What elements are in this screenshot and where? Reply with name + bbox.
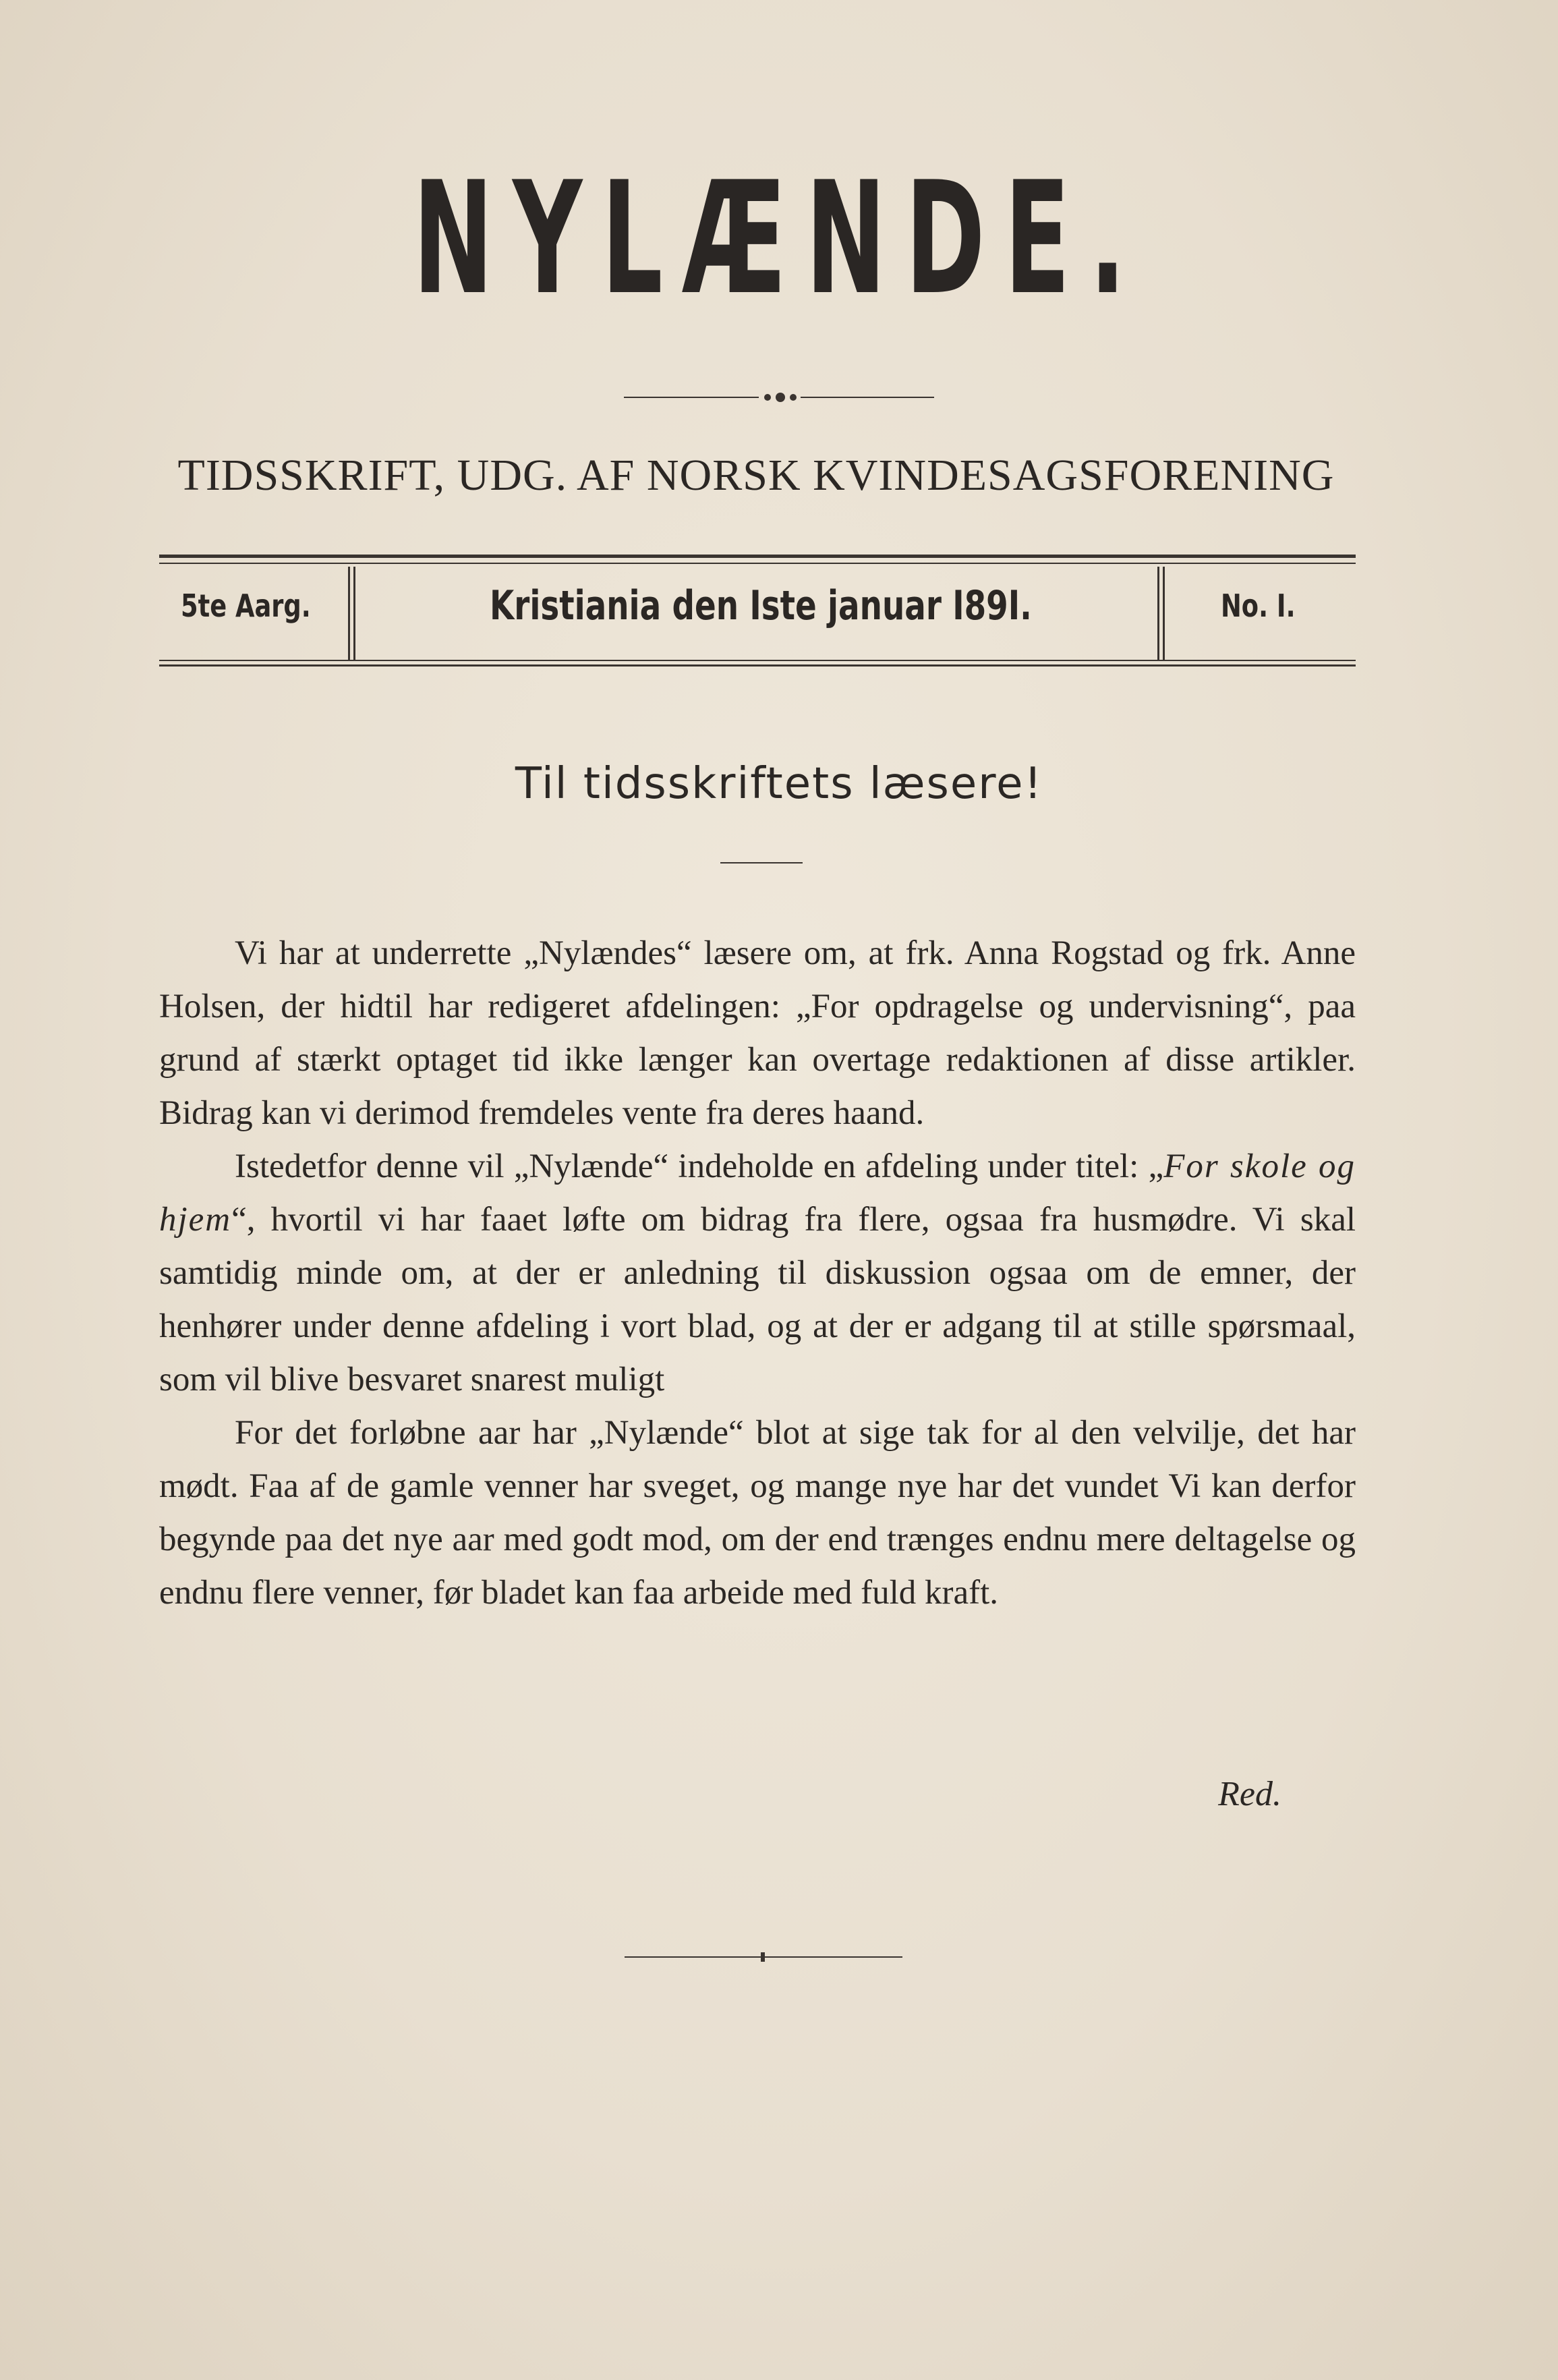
masthead-title: NYLÆNDE.	[413, 149, 1145, 329]
issue-number: No. I.	[1221, 588, 1296, 624]
header-divider	[1157, 567, 1159, 661]
section-title-italic: For skole og hjem	[159, 1148, 1356, 1239]
header-top-rule-thick	[159, 555, 1356, 558]
issue-volume: 5te Aarg.	[181, 588, 311, 624]
header-divider	[353, 567, 355, 661]
article-paragraph	[159, 1140, 1356, 1407]
heading-rule	[720, 862, 803, 863]
article-paragraph: Vi har at underrette „Nylændes“ læsere om, at frk. Anna Rogstad og frk. Anne Holsen, der hidtil har redigeret afdelingen: „For opdragelse og undervisning“, paa grund af stærkt optaget tid ikke længer kan overtage redaktionen af disse artikler. Bidrag kan vi derimod fremdeles vente fra deres haand.	[159, 934, 1356, 1132]
header-divider	[348, 567, 350, 661]
header-top-rule-thin	[159, 563, 1356, 564]
article-heading: Til tidsskriftets læsere!	[515, 759, 1043, 809]
masthead-subtitle: TIDSSKRIFT, UDG. AF NORSK KVINDESAGSFORENING	[177, 451, 1335, 500]
article-signature: Red.	[1218, 1775, 1281, 1813]
header-bottom-rule-thick	[159, 664, 1356, 667]
issue-place-date: Kristiania den Iste januar I89I.	[490, 582, 1032, 629]
end-rule-mark	[761, 1952, 765, 1962]
paragraph-text: Istedetfor denne vil „Nylænde“ indeholde en afdeling under titel: „	[235, 1148, 1164, 1185]
header-bottom-rule-thin	[159, 660, 1356, 661]
article-paragraph: For det forløbne aar har „Nylænde“ blot at sige tak for al den velvilje, det har mødt. Faa af de gamle venner har sveget, og mange nye har det vundet Vi kan derfor begynde paa det nye aar med godt mod, om der end trænges endnu mere deltagelse og endnu flere venner, før bladet kan faa arbeide med fuld kraft.	[159, 1414, 1356, 1612]
article-body	[159, 927, 1356, 1620]
paragraph-text: “, hvortil vi har faaet løfte om bidrag fra flere, ogsaa fra husmødre. Vi skal samtidig minde om, at der er anledning til diskussion ogsaa om de emner, der henhører under denne afdeling i vort blad, og at der er adgang til at stille spørsmaal, som vil blive besvaret snarest muligt	[159, 1201, 1356, 1398]
masthead-ornament	[624, 393, 934, 402]
header-divider	[1163, 567, 1165, 661]
